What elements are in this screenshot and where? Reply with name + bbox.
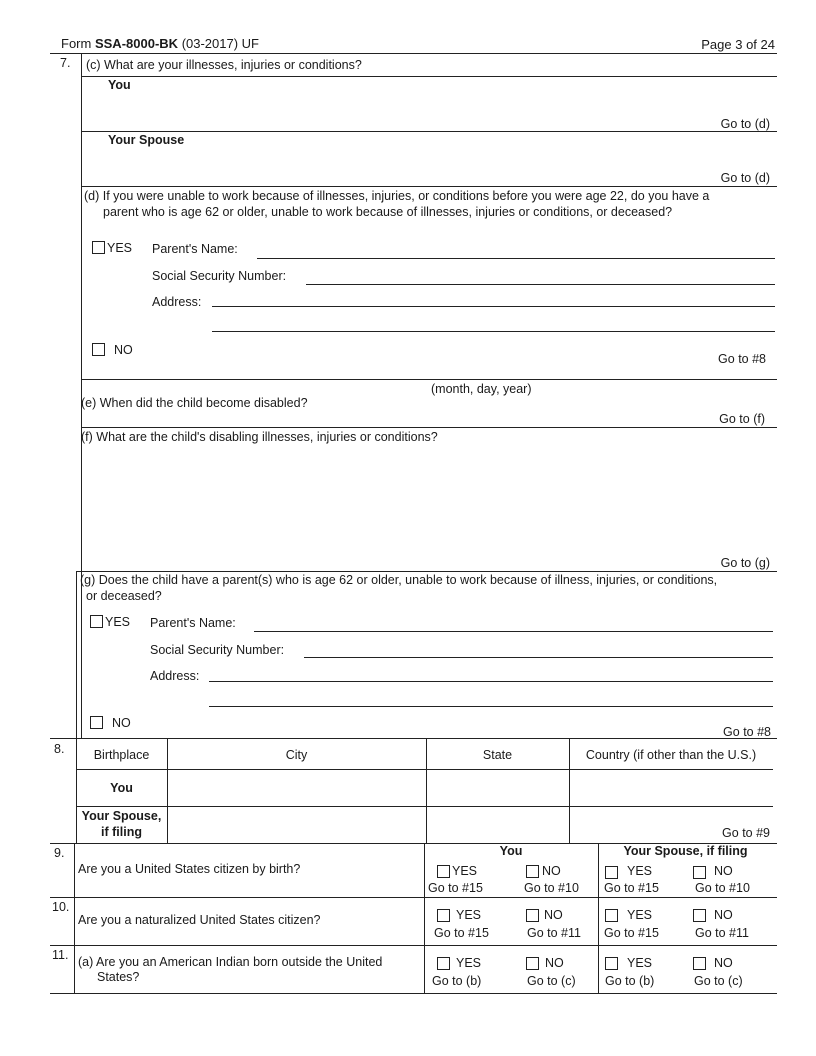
q7-left-border-lower (76, 572, 77, 738)
q9-you-no-label: NO (542, 864, 561, 878)
q11-spouse-yes-goto: Go to (b) (605, 974, 655, 988)
q10-you-yes-checkbox[interactable] (437, 909, 450, 922)
q7d-address-label: Address: (152, 295, 202, 309)
q8-spouse-city-field[interactable] (168, 807, 425, 842)
q7d-yes-label: YES (107, 241, 133, 255)
q8-row-you: You (110, 781, 133, 795)
q7g-question-line1: (g) Does the child have a parent(s) who is age 62 or older, unable to work because of illness, injuries, or conditions, (80, 573, 718, 587)
q7d-yes-checkbox[interactable] (92, 241, 105, 254)
q8-spouse-state-field[interactable] (427, 807, 568, 842)
question-number-11: 11. (52, 948, 69, 962)
q7e-date-field[interactable] (400, 396, 600, 410)
q7g-parent-name-label: Parent's Name: (150, 616, 236, 630)
q11-spouse-no-goto: Go to (c) (694, 974, 743, 988)
q7d-no-label: NO (114, 343, 133, 357)
q7c-spouse-goto: Go to (d) (720, 171, 770, 185)
q8-col-birthplace: Birthplace (93, 748, 150, 762)
q9-11-col-divider (424, 843, 425, 993)
q8-col-state: State (482, 748, 513, 762)
q11-you-no-label: NO (545, 956, 564, 970)
q10-spouse-no-checkbox[interactable] (693, 909, 706, 922)
q8-you-state-field[interactable] (427, 770, 568, 805)
q11-you-no-goto: Go to (c) (527, 974, 576, 988)
q8-you-city-field[interactable] (168, 770, 425, 805)
q7c-you-answer-area[interactable] (160, 92, 700, 128)
form-revision: (03-2017) UF (181, 36, 259, 51)
q10-you-yes-label: YES (456, 908, 482, 922)
q7d-goto: Go to #8 (718, 352, 766, 366)
q7d-question-line1: (d) If you were unable to work because of illnesses, injuries, or conditions before you were age 22, do you have a (84, 189, 710, 203)
divider (50, 945, 777, 946)
divider (50, 897, 777, 898)
q10-spouse-yes-label: YES (627, 908, 653, 922)
q7d-ssn-field[interactable] (306, 284, 775, 285)
q10-spouse-no-goto: Go to #11 (695, 926, 749, 940)
q11-you-yes-goto: Go to (b) (432, 974, 482, 988)
q11-spouse-yes-checkbox[interactable] (605, 957, 618, 970)
q7c-you-goto: Go to (d) (720, 117, 770, 131)
form-number: SSA-8000-BK (94, 36, 179, 51)
q7g-yes-checkbox[interactable] (90, 615, 103, 628)
q9-question: Are you a United States citizen by birth? (78, 862, 301, 876)
q7g-no-checkbox[interactable] (90, 716, 103, 729)
q11-you-yes-label: YES (456, 956, 482, 970)
q7d-question-line2: parent who is age 62 or older, unable to work because of illnesses, injuries or conditions, or deceased? (103, 205, 673, 219)
q7g-address-field-2[interactable] (209, 706, 773, 707)
q7c-spouse-answer-area[interactable] (200, 147, 700, 183)
q7g-address-label: Address: (150, 669, 200, 683)
q11-question-line2: States? (97, 970, 140, 984)
q7d-no-checkbox[interactable] (92, 343, 105, 356)
q7e-date-hint: (month, day, year) (431, 382, 532, 396)
divider (50, 993, 777, 994)
q11-spouse-no-label: NO (714, 956, 733, 970)
q11-spouse-no-checkbox[interactable] (693, 957, 706, 970)
q7d-parent-name-field[interactable] (257, 258, 775, 259)
q9-you-no-checkbox[interactable] (526, 865, 539, 878)
q9-you-yes-goto: Go to #15 (428, 881, 483, 895)
divider (81, 76, 777, 77)
q9-you-yes-label: YES (452, 864, 478, 878)
q9-11-col-divider (598, 843, 599, 993)
q10-spouse-yes-checkbox[interactable] (605, 909, 618, 922)
header-rule (50, 53, 777, 54)
q10-you-no-label: NO (544, 908, 563, 922)
divider (81, 186, 777, 187)
form-id (61, 36, 259, 51)
question-number-7: 7. (60, 56, 71, 70)
question-number-10: 10. (52, 900, 70, 914)
q9-you-no-goto: Go to #10 (524, 881, 579, 895)
q10-you-yes-goto: Go to #15 (434, 926, 489, 940)
q7f-goto: Go to (g) (720, 556, 770, 570)
q7e-question: (e) When did the child become disabled? (81, 396, 308, 410)
q9-spouse-no-label: NO (714, 864, 733, 878)
q9-spouse-yes-checkbox[interactable] (605, 866, 618, 879)
q10-question: Are you a naturalized United States citizen? (78, 913, 321, 927)
divider (81, 379, 777, 380)
q11-you-yes-checkbox[interactable] (437, 957, 450, 970)
question-number-9: 9. (54, 846, 65, 860)
q10-spouse-no-label: NO (714, 908, 733, 922)
q8-col-city: City (285, 748, 308, 762)
q9-spouse-no-checkbox[interactable] (693, 866, 706, 879)
q7f-question: (f) What are the child's disabling illnesses, injuries or conditions? (81, 430, 438, 444)
q8-row-spouse-line2: if filing (101, 825, 142, 839)
q9-11-left-border (74, 843, 75, 993)
divider (81, 427, 777, 428)
q7c-you-label: You (108, 78, 131, 92)
q8-you-country-field[interactable] (570, 770, 772, 805)
q7f-answer-area[interactable] (90, 450, 770, 550)
divider (50, 738, 777, 739)
q7c-question: (c) What are your illnesses, injuries or conditions? (86, 58, 362, 72)
q11-spouse-yes-label: YES (627, 956, 653, 970)
q11-question-line1: (a) Are you an American Indian born outside the United (78, 955, 383, 969)
q7g-yes-label: YES (105, 615, 131, 629)
q9-col-you: You (499, 844, 523, 858)
q7c-spouse-label: Your Spouse (108, 133, 185, 147)
q7g-goto: Go to #8 (723, 725, 771, 739)
q9-you-yes-checkbox[interactable] (437, 865, 450, 878)
q9-col-spouse: Your Spouse, if filing (623, 844, 748, 858)
q7d-address-field-1[interactable] (212, 306, 775, 307)
q7g-ssn-label: Social Security Number: (150, 643, 285, 657)
q11-you-no-checkbox[interactable] (526, 957, 539, 970)
q10-you-no-goto: Go to #11 (527, 926, 581, 940)
q7g-parent-name-field[interactable] (254, 631, 773, 632)
q8-goto: Go to #9 (722, 826, 770, 840)
q7g-question-line2: or deceased? (86, 589, 162, 603)
divider (81, 131, 777, 132)
q7d-parent-name-label: Parent's Name: (152, 242, 238, 256)
question-number-8: 8. (54, 742, 65, 756)
q9-spouse-yes-label: YES (627, 864, 653, 878)
q9-spouse-no-goto: Go to #10 (695, 881, 750, 895)
q7g-address-field-1[interactable] (209, 681, 773, 682)
divider (76, 571, 777, 572)
q10-you-no-checkbox[interactable] (526, 909, 539, 922)
q8-row-spouse-line1: Your Spouse, (81, 809, 162, 823)
q9-spouse-yes-goto: Go to #15 (604, 881, 659, 895)
q7g-ssn-field[interactable] (304, 657, 773, 658)
q7d-address-field-2[interactable] (212, 331, 775, 332)
q7e-goto: Go to (f) (719, 412, 765, 426)
q7g-no-label: NO (112, 716, 131, 730)
page-number: Page 3 of 24 (701, 37, 775, 52)
q10-spouse-yes-goto: Go to #15 (604, 926, 659, 940)
q7d-ssn-label: Social Security Number: (152, 269, 287, 283)
form-prefix: Form (61, 36, 92, 51)
q8-col-country: Country (if other than the U.S.) (585, 748, 757, 762)
